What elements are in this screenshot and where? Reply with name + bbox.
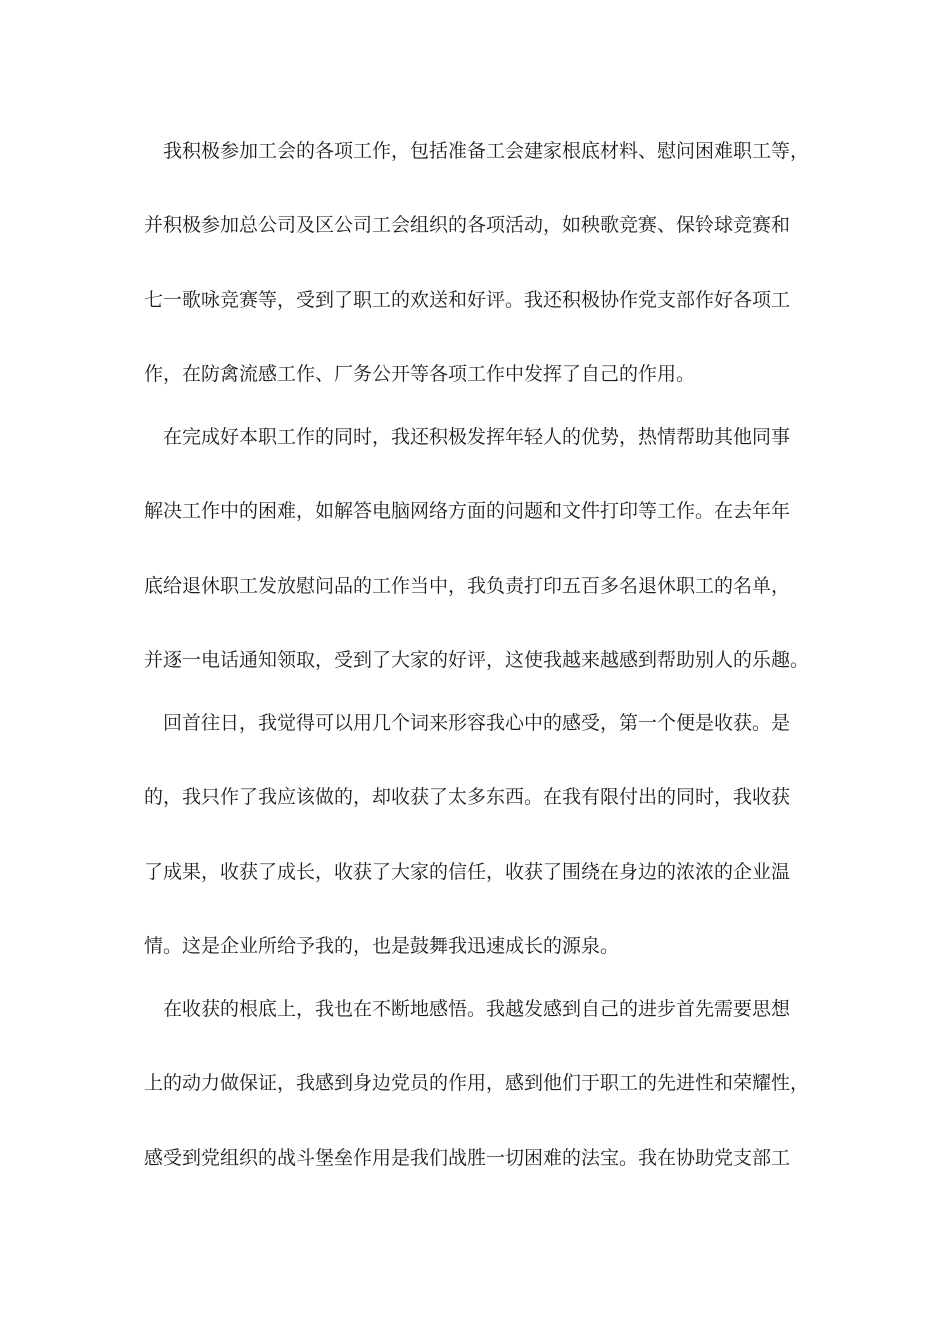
paragraph-1-line-4: 作，在防禽流感工作、厂务公开等各项工作中发挥了自己的作用。 <box>144 363 696 385</box>
paragraph-4-line-2: 上的动力做保证，我感到身边党员的作用，感到他们于职工的先进性和荣耀性， <box>144 1072 810 1094</box>
paragraph-2-line-3: 底给退休职工发放慰问品的工作当中，我负责打印五百多名退休职工的名单， <box>144 575 791 597</box>
paragraph-1-line-3: 七一歌咏竞赛等，受到了职工的欢送和好评。我还积极协作党支部作好各项工 <box>144 289 791 311</box>
paragraph-3-line-1: 回首往日，我觉得可以用几个词来形容我心中的感受，第一个便是收获。是 <box>163 712 791 734</box>
paragraph-2-line-2: 解决工作中的困难，如解答电脑网络方面的问题和文件打印等工作。在去年年 <box>144 500 791 522</box>
paragraph-4-line-1: 在收获的根底上，我也在不断地感悟。我越发感到自己的进步首先需要思想 <box>163 998 791 1020</box>
paragraph-4-line-3: 感受到党组织的战斗堡垒作用是我们战胜一切困难的法宝。我在协助党支部工 <box>144 1147 791 1169</box>
paragraph-3-line-3: 了成果，收获了成长，收获了大家的信任，收获了围绕在身边的浓浓的企业温 <box>144 861 791 883</box>
paragraph-3-line-4: 情。这是企业所给予我的，也是鼓舞我迅速成长的源泉。 <box>144 935 620 957</box>
paragraph-2-line-4: 并逐一电话通知领取，受到了大家的好评，这使我越来越感到帮助别人的乐趣。 <box>144 649 810 671</box>
paragraph-1-line-2: 并积极参加总公司及区公司工会组织的各项活动，如秧歌竞赛、保铃球竞赛和 <box>144 214 791 236</box>
paragraph-2-line-1: 在完成好本职工作的同时，我还积极发挥年轻人的优势，热情帮助其他同事 <box>163 426 791 448</box>
paragraph-1-line-1: 我积极参加工会的各项工作，包括准备工会建家根底材料、慰问困难职工等， <box>163 140 810 162</box>
paragraph-3-line-2: 的，我只作了我应该做的，却收获了太多东西。在我有限付出的同时，我收获 <box>144 786 791 808</box>
